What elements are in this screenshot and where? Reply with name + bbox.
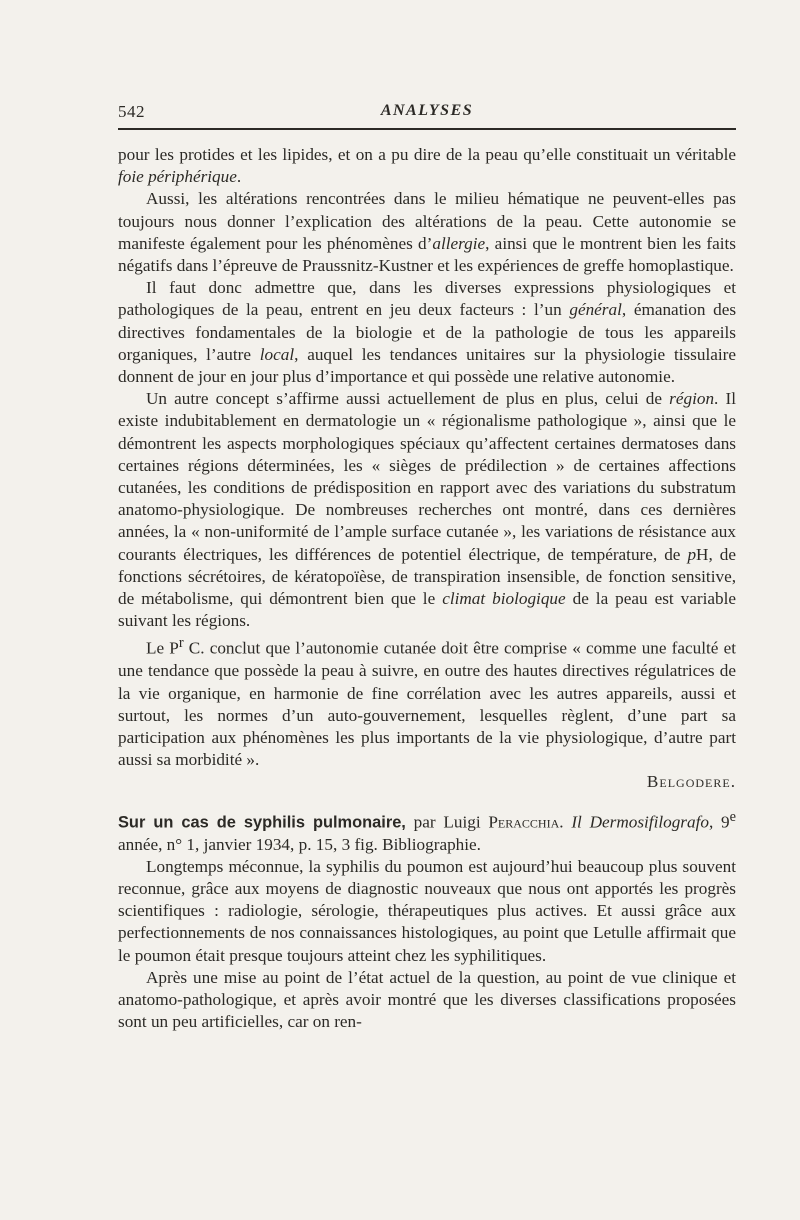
signature-line <box>118 771 736 793</box>
header-rule <box>118 128 736 130</box>
paragraph-5 <box>118 632 736 771</box>
bibliographic-entry <box>118 806 736 856</box>
entry-details: année, n° 1, janvier 1934, p. 15, 3 fig. Bibliographie. <box>118 834 481 854</box>
paragraph-4 <box>118 388 736 632</box>
running-title: ANALYSES <box>380 102 474 119</box>
italic-phrase: local <box>259 344 295 364</box>
text-run: . <box>236 167 242 187</box>
entry-title: Sur un cas de syphilis pulmonaire, <box>118 813 406 832</box>
superscript: e <box>729 808 736 825</box>
text-run: , 9 <box>708 812 730 832</box>
text-run: par Luigi <box>405 812 489 832</box>
italic-phrase: climat biologique <box>442 589 566 609</box>
text-run: Le P <box>146 639 179 659</box>
text-run: , auquel les tendances unitaires sur la physiologie tissulaire donnent de jour en jour plus d’importance et qui possède une relative autonomie. <box>118 344 736 387</box>
text-run: Il faut donc admettre que, dans les diverses expressions physiologiques et pathologiques de la peau, entrent en jeu deux facteurs : l’un <box>118 278 736 320</box>
page-header <box>118 96 736 132</box>
page-body <box>118 144 736 1033</box>
text-run: C. conclut que l’autonomie cutanée doit être comprise « comme une faculté et une tendance que possède la peau à suivre, en outre des hautes directives régulatrices de la vie organique, en harmonie de fine corrélation avec les autres appareils, aussi et surtout, les normes d’un auto-gouvernement, lesquelles règlent, d’une part sa participation aux phénomènes les plus importants de la vie physiologique, d’autre part aussi sa morbidité ». <box>118 639 736 770</box>
italic-phrase: général <box>569 300 622 320</box>
text-run: . Il existe indubitablement en dermatologie un « régionalisme pathologique », ainsi que le démontrent les aspects morphologiques spéciaux qu’affectent certaines dermatoses dans certaines régions déterminées, les « sièges de prédilection » de certaines affections cutanées, les conditions de prédisposition en rapport avec des variations du substratum anatomo-physiologique. De nombreuses recherches ont montré, dans ces dernières années, la « non-uniformité de l’ample surface cutanée », les variations de résistance aux courants électriques, les différences de potentiel électrique, de température, de <box>118 389 736 564</box>
text-run: H, de fonctions sécrétoires, de kératopoïèse, de transpiration insensible, de fonction sensitive, de métabolisme, qui démontrent bien que le <box>118 544 736 609</box>
italic-phrase: région <box>669 389 715 409</box>
text-run: , émanation des directives fondamentales de la biologie et de la pathologie de tous les appareils organiques, l’autre <box>118 300 737 364</box>
text-run: de la peau est variable suivant les régions. <box>118 589 736 631</box>
paragraph-6: Longtemps méconnue, la syphilis du poumon est aujourd’hui beaucoup plus souvent reconnue, grâce aux moyens de diagnostic nouveaux que nous ont apportés les progrès scientifiques : radiologie, sérologie, thérapeutiques plus actives. Et aussi grâce aux perfectionnements de nos connaissances histologiques, au point que Letulle affirmait que le poumon était presque toujours atteint chez les syphilitiques. <box>118 856 736 965</box>
text-run: , ainsi que le montrent bien les faits négatifs dans l’épreuve de Praussnitz-Kustner et les expériences de greffe homoplastique. <box>118 233 736 276</box>
text-run: . <box>559 812 572 832</box>
text-run: pour les protides et les lipides, et on a pu dire de la peau qu’elle constituait un véritable <box>118 145 736 164</box>
paragraph-2 <box>118 188 736 277</box>
italic-phrase: p <box>687 544 697 564</box>
italic-phrase: foie périphérique <box>118 167 237 187</box>
paragraph-7: Après une mise au point de l’état actuel de la question, au point de vue clinique et anatomo-pathologique, et après avoir montré que les diverses classifications proposées sont un peu artificielles, car on ren- <box>118 967 736 1032</box>
page-number: 542 <box>118 102 145 121</box>
text-run: Aussi, les altérations rencontrées dans le milieu hématique ne peuvent-elles pas toujours nous donner l’explication des altérations de la peau. Cette autonomie se manifeste également pour les phénomènes d’ <box>118 189 736 253</box>
entry-author: Peracchia <box>488 812 560 832</box>
paragraph-1 <box>118 144 736 188</box>
superscript: r <box>178 635 184 652</box>
entry-journal: Il Dermosifilografo <box>571 812 709 832</box>
italic-phrase: allergie <box>432 233 486 253</box>
author-signature: Belgodere. <box>646 772 736 792</box>
text-run: Un autre concept s’affirme aussi actuellement de plus en plus, celui de <box>146 389 670 409</box>
paragraph-3 <box>118 277 736 388</box>
